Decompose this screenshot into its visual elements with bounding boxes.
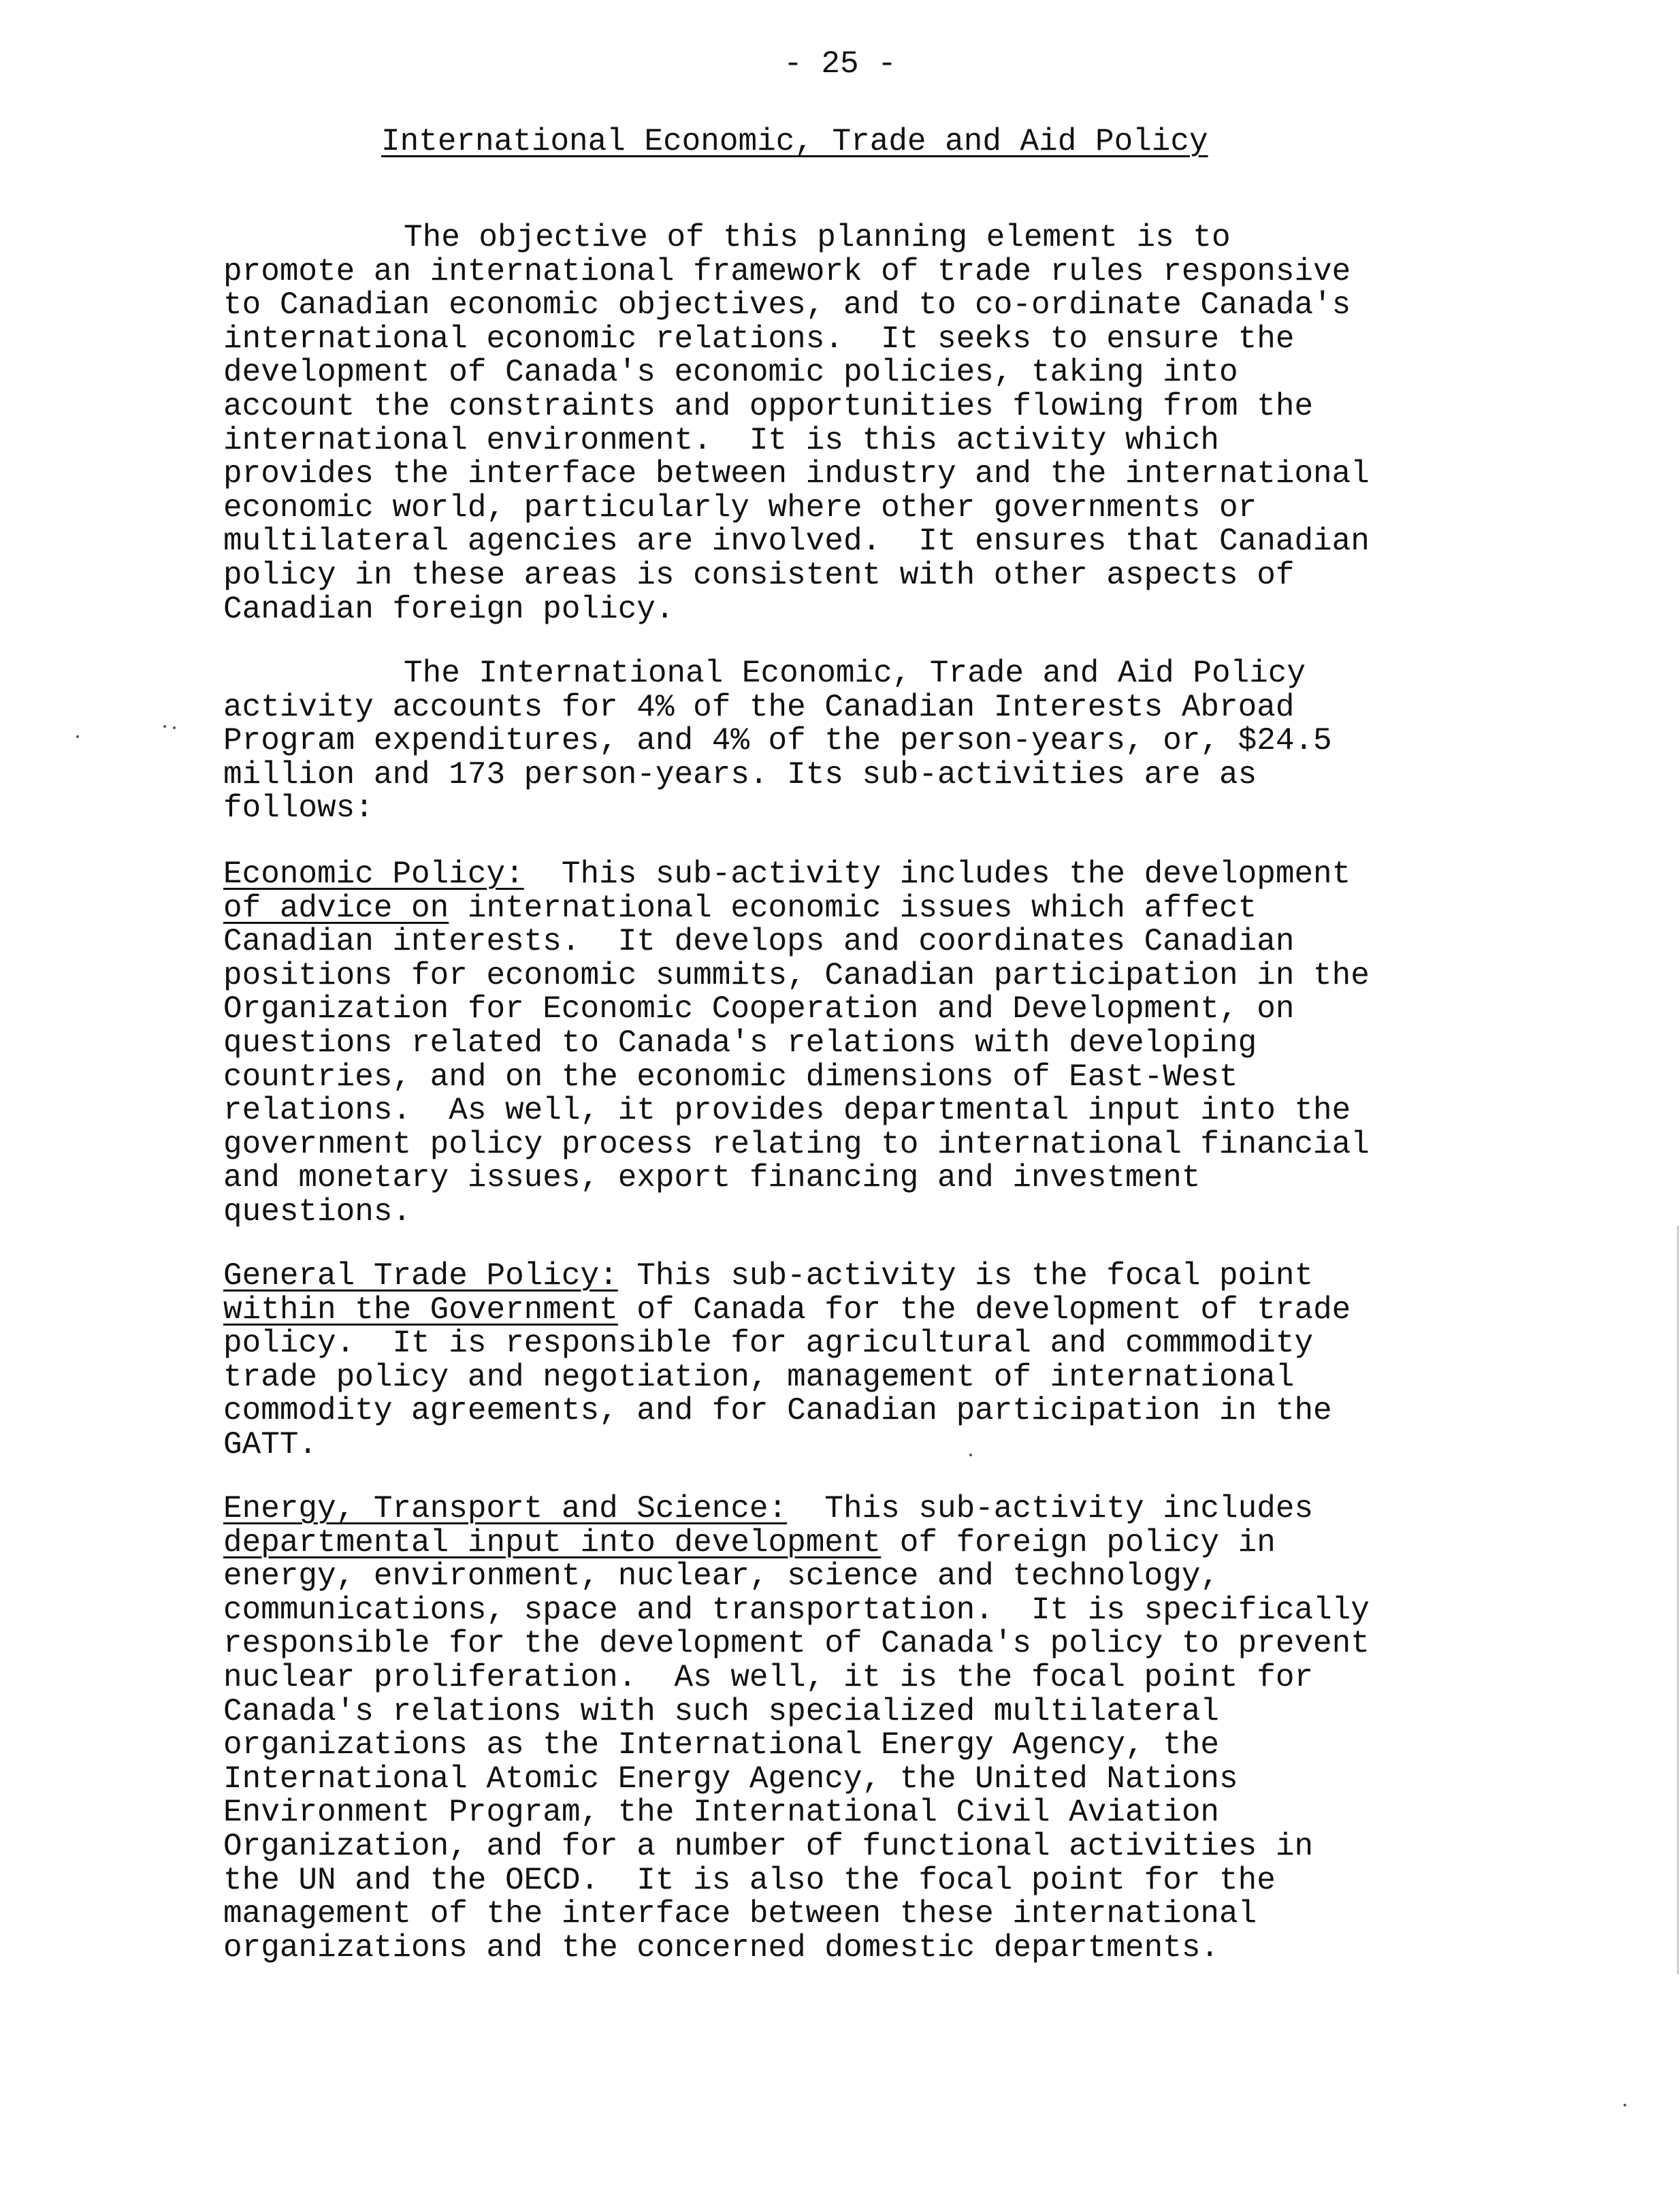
section-heading: International Economic, Trade and Aid Policy [381, 124, 1208, 159]
paragraph-line: Program expenditures, and 4% of the person-years, or, $24.5 [223, 723, 1332, 759]
paragraph-energy-transport-science [223, 1492, 1469, 1965]
paragraph-line: government policy process relating to international financial [223, 1126, 1370, 1162]
scan-speck [163, 725, 166, 728]
scan-speck [969, 1454, 972, 1456]
paragraph-line: Canadian interests. It develops and coordinates Canadian [223, 924, 1295, 960]
underlined-text: within the Government [223, 1292, 618, 1328]
paragraph-line: The International Economic, Trade and Aid Policy [404, 656, 1306, 691]
paragraph-line: The objective of this planning element is to [404, 220, 1231, 255]
scan-speck [1624, 2104, 1626, 2106]
paragraph-line: organizations as the International Energy Agency, the [223, 1727, 1220, 1763]
paragraph-line [223, 892, 1469, 926]
paragraph-line: Organization, and for a number of functional activities in [223, 1828, 1314, 1864]
paragraph-line: account the constraints and opportunities flowing from the [223, 388, 1314, 424]
paragraph-general-trade-policy [223, 1260, 1469, 1462]
paragraph-line [223, 858, 1469, 892]
page-number: - 25 - [784, 46, 896, 82]
paragraph-line: relations. As well, it provides departmental input into the [223, 1093, 1351, 1129]
paragraph-line: international environment. It is this activity which [223, 422, 1220, 458]
paragraph-line: development of Canada's economic policies, taking into [223, 355, 1238, 391]
paragraph-line: Organization for Economic Cooperation and Development, on [223, 991, 1295, 1027]
paragraph-line: the UN and the OECD. It is also the focal point for the [223, 1862, 1276, 1898]
paragraph-line: GATT. [223, 1426, 318, 1462]
paragraph-line: commodity agreements, and for Canadian participation in the [223, 1393, 1332, 1429]
paragraph-line: Canadian foreign policy. [223, 591, 675, 627]
paragraph-line: follows: [223, 790, 374, 827]
paragraph-line: trade policy and negotiation, management of international [223, 1359, 1295, 1395]
paragraph-line: energy, environment, nuclear, science and technology, [223, 1558, 1220, 1595]
paragraph-line: communications, space and transportation. It is specifically [223, 1592, 1370, 1628]
paragraph-line [223, 1526, 1469, 1560]
paragraph-line: questions related to Canada's relations with developing [223, 1025, 1257, 1061]
line-text: of foreign policy in [881, 1524, 1276, 1560]
line-text: international economic issues which affect [449, 890, 1257, 926]
paragraph-line [223, 1260, 1469, 1294]
paragraph-line [223, 1492, 1469, 1526]
scan-edge-line [1677, 1225, 1679, 1974]
line-text: This sub-activity is the focal point [617, 1258, 1314, 1294]
paragraph-line: economic world, particularly where other governments or [223, 490, 1257, 526]
paragraph-line: Environment Program, the International Civil Aviation [223, 1795, 1220, 1831]
underlined-text: of advice on [223, 890, 449, 926]
paragraph-line: questions. [223, 1193, 412, 1230]
paragraph-line: activity accounts for 4% of the Canadian Interests Abroad [223, 689, 1295, 725]
paragraph-line: provides the interface between industry and the international [223, 456, 1370, 492]
paragraph-line: International Atomic Energy Agency, the United Nations [223, 1761, 1238, 1797]
line-text: This sub-activity includes the development [523, 856, 1351, 892]
subactivity-term: General Trade Policy: [223, 1258, 618, 1294]
line-text: of Canada for the development of trade [617, 1292, 1351, 1328]
paragraph-line: organizations and the concerned domestic departments. [223, 1929, 1220, 1966]
paragraph-economic-policy [223, 858, 1469, 1230]
paragraph-line: million and 173 person-years. Its sub-activities are as [223, 756, 1257, 792]
scan-speck [173, 726, 176, 729]
paragraph-line: responsible for the development of Canada's policy to prevent [223, 1626, 1370, 1662]
paragraph-line: nuclear proliferation. As well, it is the focal point for [223, 1659, 1314, 1695]
scan-speck [76, 735, 79, 738]
paragraph-line: countries, and on the economic dimensions of East-West [223, 1059, 1238, 1095]
paragraph-line: and monetary issues, export financing and investment [223, 1160, 1201, 1196]
subactivity-term: Economic Policy: [223, 856, 524, 892]
underlined-text: departmental input into development [223, 1524, 882, 1560]
paragraph-line: positions for economic summits, Canadian participation in the [223, 957, 1370, 993]
line-text: This sub-activity includes [787, 1491, 1314, 1526]
subactivity-term: Energy, Transport and Science: [223, 1491, 788, 1526]
paragraph-line: policy in these areas is consistent with other aspects of [223, 557, 1295, 593]
paragraph-line: policy. It is responsible for agricultural and commmodity [223, 1326, 1314, 1362]
paragraph-expenditures [223, 657, 1469, 826]
paragraph-line: management of the interface between these international [223, 1896, 1257, 1932]
paragraph-line: promote an international framework of trade rules responsive [223, 253, 1351, 289]
paragraph-line: Canada's relations with such specialized multilateral [223, 1693, 1220, 1729]
paragraph-line: to Canadian economic objectives, and to co-ordinate Canada's [223, 287, 1351, 323]
paragraph-line: international economic relations. It seeks to ensure the [223, 321, 1295, 357]
paragraph-line [223, 1294, 1469, 1328]
paragraph-line: multilateral agencies are involved. It ensures that Canadian [223, 524, 1370, 560]
paragraph-objective [223, 221, 1469, 626]
